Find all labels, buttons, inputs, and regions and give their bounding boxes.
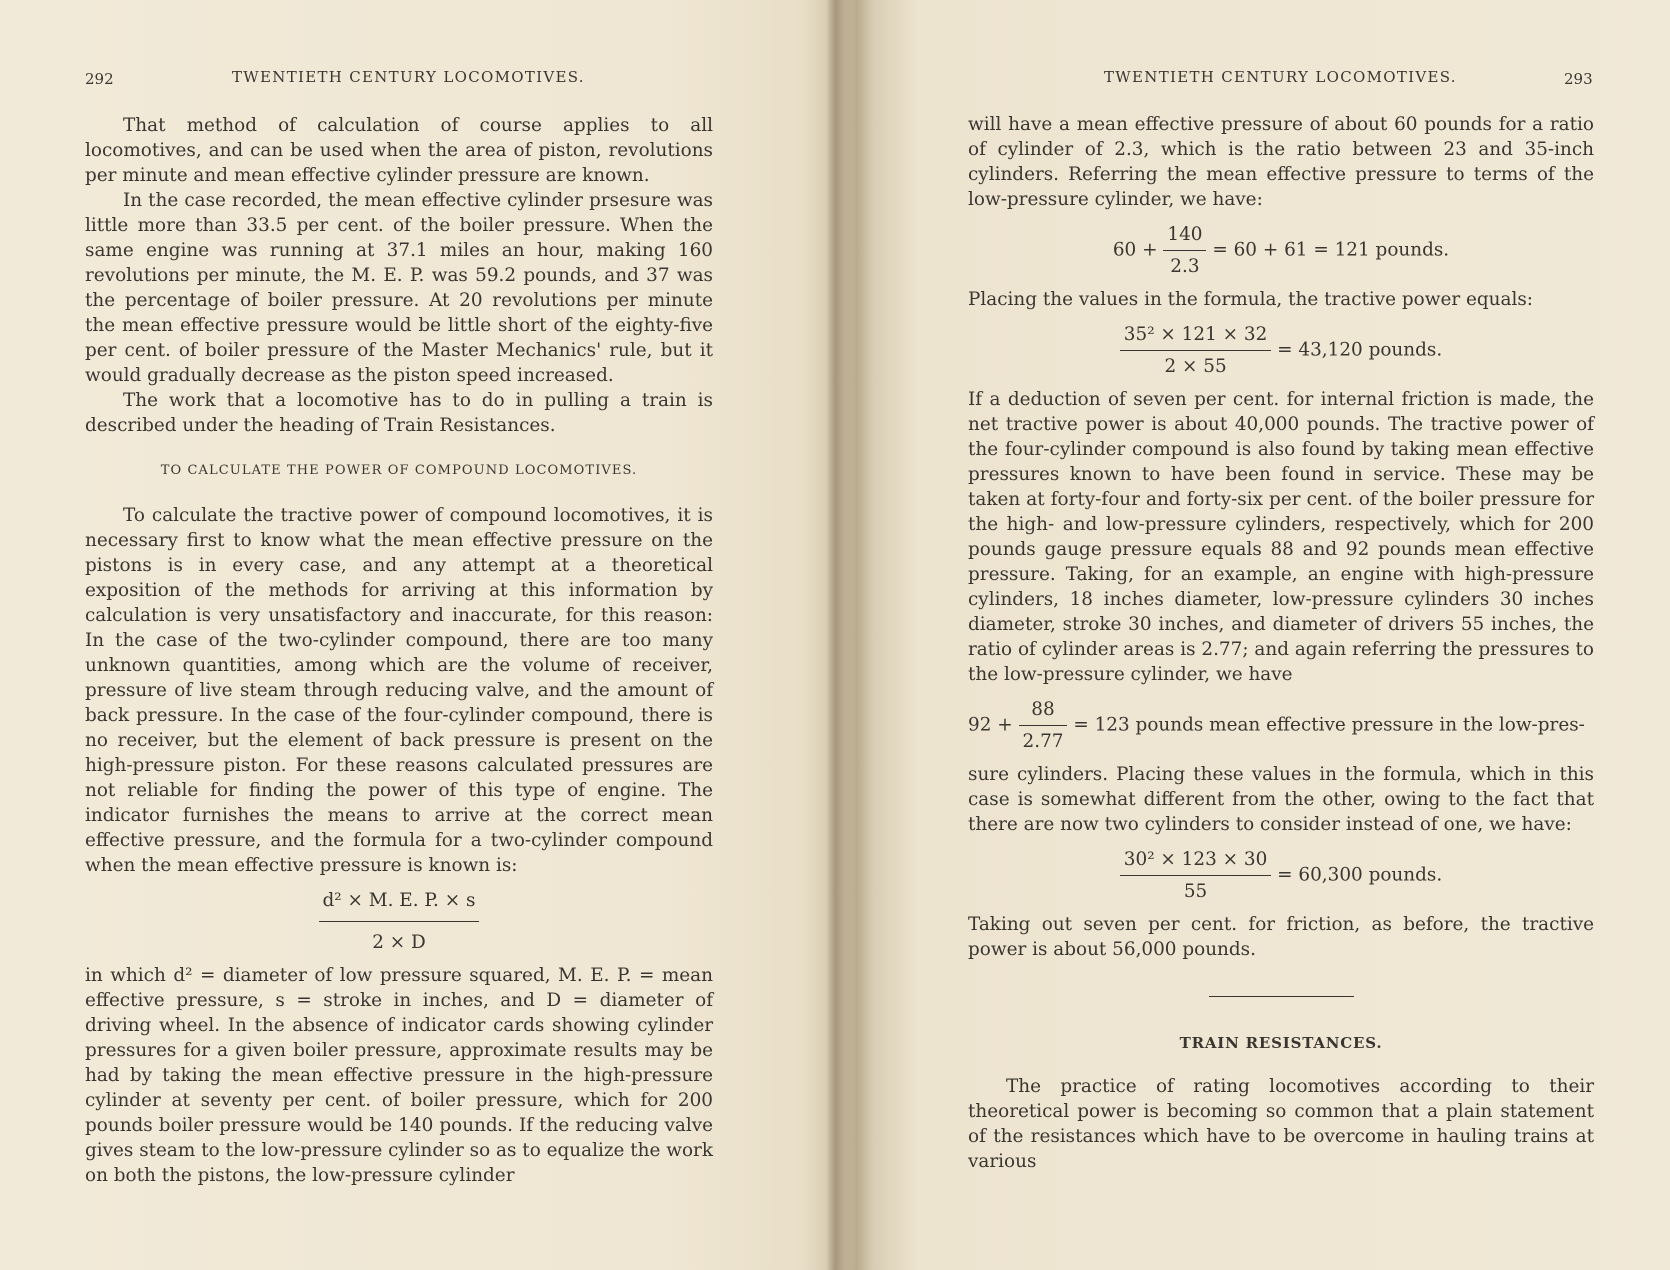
paragraph: That method of calculation of course applies to all locomotives, and can be used when the area of piston, revolutions per minute and mean effective cylinder pressure are known.	[85, 115, 713, 186]
paragraph: To calculate the tractive power of compound locomotives, it is necessary first to know what the mean effective pressure on the pistons is in every case, and any attempt at a theoretical exposition of the methods for arriving at this information by calculation is very unsatisfactory and inaccurate, for this reason: In the case of the two-cylinder compound, there are too many unknown quantities, among which are the volume of receiver, pressure of live steam through reducing valve, and the amount of back pressure. In the case of the four-cylinder compound, there is no receiver, but the element of back pressure is present on the high-pressure piston. For these reasons calculated pressures are not reliable for finding the power of this type of engine. The indicator furnishes the means to arrive at the correct mean effective pressure, and the formula for a two-cylinder compound when the mean effective pressure is known is:	[85, 505, 713, 876]
page-number: 293	[1564, 70, 1593, 88]
formula-numerator: 88	[1031, 699, 1055, 720]
formula-lead: 92 +	[968, 714, 1013, 736]
formula-result: = 60,300 pounds.	[1277, 864, 1443, 886]
section-heading: TRAIN RESISTANCES.	[1179, 1034, 1383, 1052]
paragraph: The work that a locomotive has to do in pulling a train is described under the heading of Train Resistances.	[85, 390, 713, 436]
formula-numerator: d² × M. E. P. × s	[322, 890, 476, 911]
paragraph: Placing the values in the formula, the tractive power equals:	[968, 289, 1533, 310]
formula-numerator: 35² × 121 × 32	[1123, 324, 1268, 345]
section-subheading: TO CALCULATE THE POWER OF COMPOUND LOCOMOTIVES.	[160, 463, 638, 478]
formula-numerator: 140	[1167, 224, 1203, 245]
formula-result: = 43,120 pounds.	[1277, 339, 1443, 361]
left-body	[85, 113, 713, 1188]
paragraph: In the case recorded, the mean effective cylinder prsesure was little more than 33.5 per cent. of the boiler pressure. When the same engine was running at 37.1 miles an hour, making 160 revolutions per minute, the M. E. P. was 59.2 pounds, and 37 was the percentage of boiler pressure. At 20 revolutions per minute the mean effective pressure would be little short of the eighty-five per cent. of boiler pressure of the Master Mechanics' rule, but it would gradually decrease as the piston speed increased.	[85, 190, 713, 386]
formula-denominator: 2.77	[1019, 725, 1068, 754]
formula	[968, 847, 1594, 904]
paragraph: Taking out seven per cent. for friction, as before, the tractive power is about 56,000 pounds.	[968, 914, 1594, 960]
formula-denominator: 2.3	[1163, 250, 1206, 279]
right-body	[968, 112, 1594, 1174]
book-spine	[826, 0, 854, 1270]
formula-denominator: 2 × D	[319, 921, 480, 955]
running-head: TWENTIETH CENTURY LOCOMOTIVES.	[232, 68, 585, 86]
paragraph: sure cylinders. Placing these values in the formula, which in this case is somewhat different from the other, owing to the fact that there are now two cylinders to consider instead of one, we have:	[968, 764, 1594, 835]
formula-denominator: 55	[1120, 875, 1271, 904]
formula	[968, 322, 1594, 379]
formula-result: = 123 pounds mean effective pressure in the low-pres-	[1073, 714, 1585, 736]
formula-result: = 60 + 61 = 121 pounds.	[1212, 239, 1450, 261]
page-number: 292	[85, 70, 114, 88]
running-head: TWENTIETH CENTURY LOCOMOTIVES.	[1104, 68, 1457, 86]
formula-lead: 60 +	[1112, 239, 1158, 261]
paragraph: in which d² = diameter of low pressure squared, M. E. P. = mean effective pressure, s = stroke in inches, and D = diameter of driving wheel. In the absence of indicator cards showing cylinder pressures for a given boiler pressure, approximate results may be had by taking the mean effective pressure in the high-pressure cylinder at seventy per cent. of boiler pressure, which for 200 pounds boiler pressure would be 140 pounds. If the reducing valve gives steam to the low-pressure cylinder so as to equalize the work on both the pistons, the low-pressure cylinder	[85, 965, 713, 1186]
formula-numerator: 30² × 123 × 30	[1123, 849, 1268, 870]
right-page	[854, 0, 1670, 1270]
formula	[85, 888, 713, 955]
paragraph: If a deduction of seven per cent. for internal friction is made, the net tractive power is about 40,000 pounds. The tractive power of the four-cylinder compound is also found by taking mean effective pressures known to have been found in service. These may be taken at forty-four and forty-six per cent. of the boiler pressure for the high- and low-pressure cylinders, respectively, which for 200 pounds gauge pressure equals 88 and 92 pounds mean effective pressure. Taking, for an example, an engine with high-pressure cylinders, 18 inches diameter, low-pressure cylinders 30 inches diameter, stroke 30 inches, and diameter of drivers 55 inches, the ratio of cylinder areas is 2.77; and again referring the pressures to the low-pressure cylinder, we have	[968, 389, 1594, 685]
section-divider	[1209, 996, 1354, 997]
left-page	[0, 0, 826, 1270]
formula	[968, 222, 1594, 279]
formula	[968, 697, 1594, 754]
paragraph: will have a mean effective pressure of about 60 pounds for a ratio of cylinder of 2.3, which is the ratio between 23 and 35-inch cylinders. Referring the mean effective pressure to terms of the low-pressure cylinder, we have:	[968, 114, 1594, 210]
paragraph: The practice of rating locomotives according to their theoretical power is becoming so common that a plain statement of the resistances which have to be overcome in hauling trains at various	[968, 1076, 1594, 1172]
formula-denominator: 2 × 55	[1120, 350, 1271, 379]
